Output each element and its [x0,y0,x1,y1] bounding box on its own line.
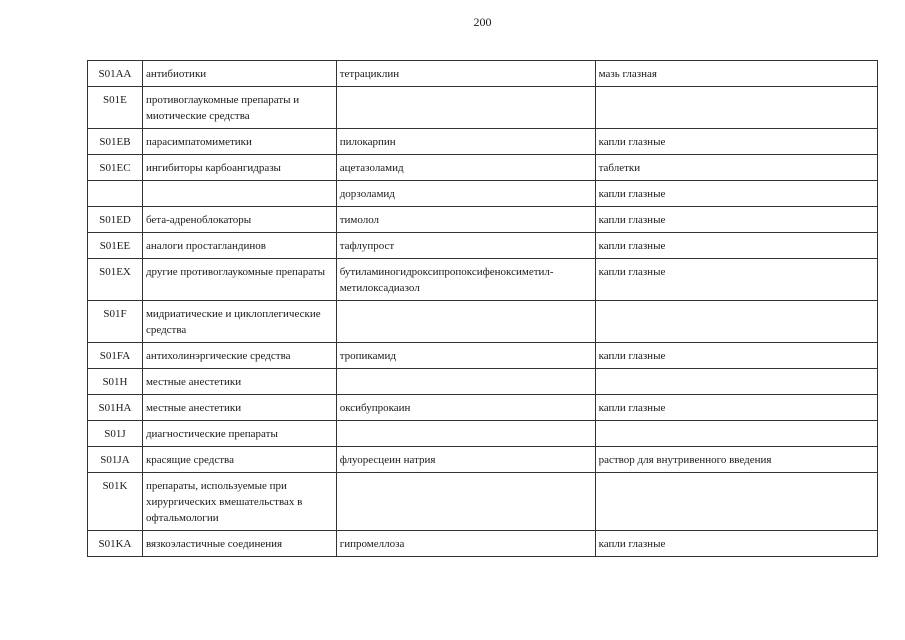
dosage-form-cell [595,421,877,447]
atc-code-cell: S01HA [88,395,143,421]
page-number: 200 [473,15,492,29]
group-name-cell: красящие средства [142,447,336,473]
table-row [88,181,878,207]
group-name-cell: бета-адреноблокаторы [142,207,336,233]
group-name-cell: противоглаукомные препараты и миотические средства [142,87,336,129]
atc-code-cell: S01K [88,473,143,531]
drug-name-cell: флуоресцеин натрия [336,447,595,473]
drug-name-cell [336,369,595,395]
group-name-cell: препараты, используемые при хирургических вмешательствах в офтальмологии [142,473,336,531]
table-row [88,343,878,369]
table-row [88,155,878,181]
atc-code-cell: S01FA [88,343,143,369]
dosage-form-cell: капли глазные [595,531,877,557]
atc-code-cell: S01EE [88,233,143,259]
atc-code-cell: S01ED [88,207,143,233]
drug-name-cell: тетрациклин [336,61,595,87]
drug-name-cell: дорзоламид [336,181,595,207]
atc-code-cell [88,181,143,207]
atc-code-cell: S01J [88,421,143,447]
dosage-form-cell [595,369,877,395]
atc-classification-table [87,60,878,557]
atc-code-cell: S01EB [88,129,143,155]
atc-code-cell: S01EC [88,155,143,181]
drug-name-cell: тимолол [336,207,595,233]
drug-name-cell: пилокарпин [336,129,595,155]
table-row [88,421,878,447]
dosage-form-cell: таблетки [595,155,877,181]
table-row [88,473,878,531]
drug-name-cell: бутиламиногидроксипропоксифеноксиметил-метилоксадиазол [336,259,595,301]
drug-name-cell [336,473,595,531]
table-row [88,61,878,87]
dosage-form-cell: капли глазные [595,129,877,155]
table-row [88,207,878,233]
group-name-cell: мидриатические и циклоплегические средства [142,301,336,343]
drug-name-cell [336,301,595,343]
dosage-form-cell: капли глазные [595,259,877,301]
dosage-form-cell: мазь глазная [595,61,877,87]
drug-name-cell: тропикамид [336,343,595,369]
table-row [88,301,878,343]
drug-name-cell: тафлупрост [336,233,595,259]
drug-name-cell [336,421,595,447]
atc-code-cell: S01JA [88,447,143,473]
group-name-cell: вязкоэластичные соединения [142,531,336,557]
table-row [88,369,878,395]
dosage-form-cell [595,301,877,343]
table-row [88,447,878,473]
table-row [88,233,878,259]
atc-code-cell: S01F [88,301,143,343]
dosage-form-cell: капли глазные [595,233,877,259]
atc-code-cell: S01KA [88,531,143,557]
dosage-form-cell: раствор для внутривенного введения [595,447,877,473]
dosage-form-cell [595,87,877,129]
drug-name-cell: гипромеллоза [336,531,595,557]
group-name-cell: антибиотики [142,61,336,87]
dosage-form-cell: капли глазные [595,207,877,233]
atc-code-cell: S01E [88,87,143,129]
dosage-form-cell: капли глазные [595,395,877,421]
table-row [88,395,878,421]
table-row [88,129,878,155]
table-row [88,87,878,129]
group-name-cell: местные анестетики [142,369,336,395]
group-name-cell: местные анестетики [142,395,336,421]
atc-code-cell: S01AA [88,61,143,87]
group-name-cell: аналоги простагландинов [142,233,336,259]
group-name-cell: парасимпатомиметики [142,129,336,155]
table-row [88,259,878,301]
atc-code-cell: S01H [88,369,143,395]
group-name-cell: антихолинэргические средства [142,343,336,369]
group-name-cell: другие противоглаукомные препараты [142,259,336,301]
dosage-form-cell [595,473,877,531]
dosage-form-cell: капли глазные [595,343,877,369]
group-name-cell: диагностические препараты [142,421,336,447]
drug-name-cell [336,87,595,129]
drug-name-cell: оксибупрокаин [336,395,595,421]
dosage-form-cell: капли глазные [595,181,877,207]
group-name-cell [142,181,336,207]
group-name-cell: ингибиторы карбоангидразы [142,155,336,181]
table-row [88,531,878,557]
drug-name-cell: ацетазоламид [336,155,595,181]
atc-code-cell: S01EX [88,259,143,301]
